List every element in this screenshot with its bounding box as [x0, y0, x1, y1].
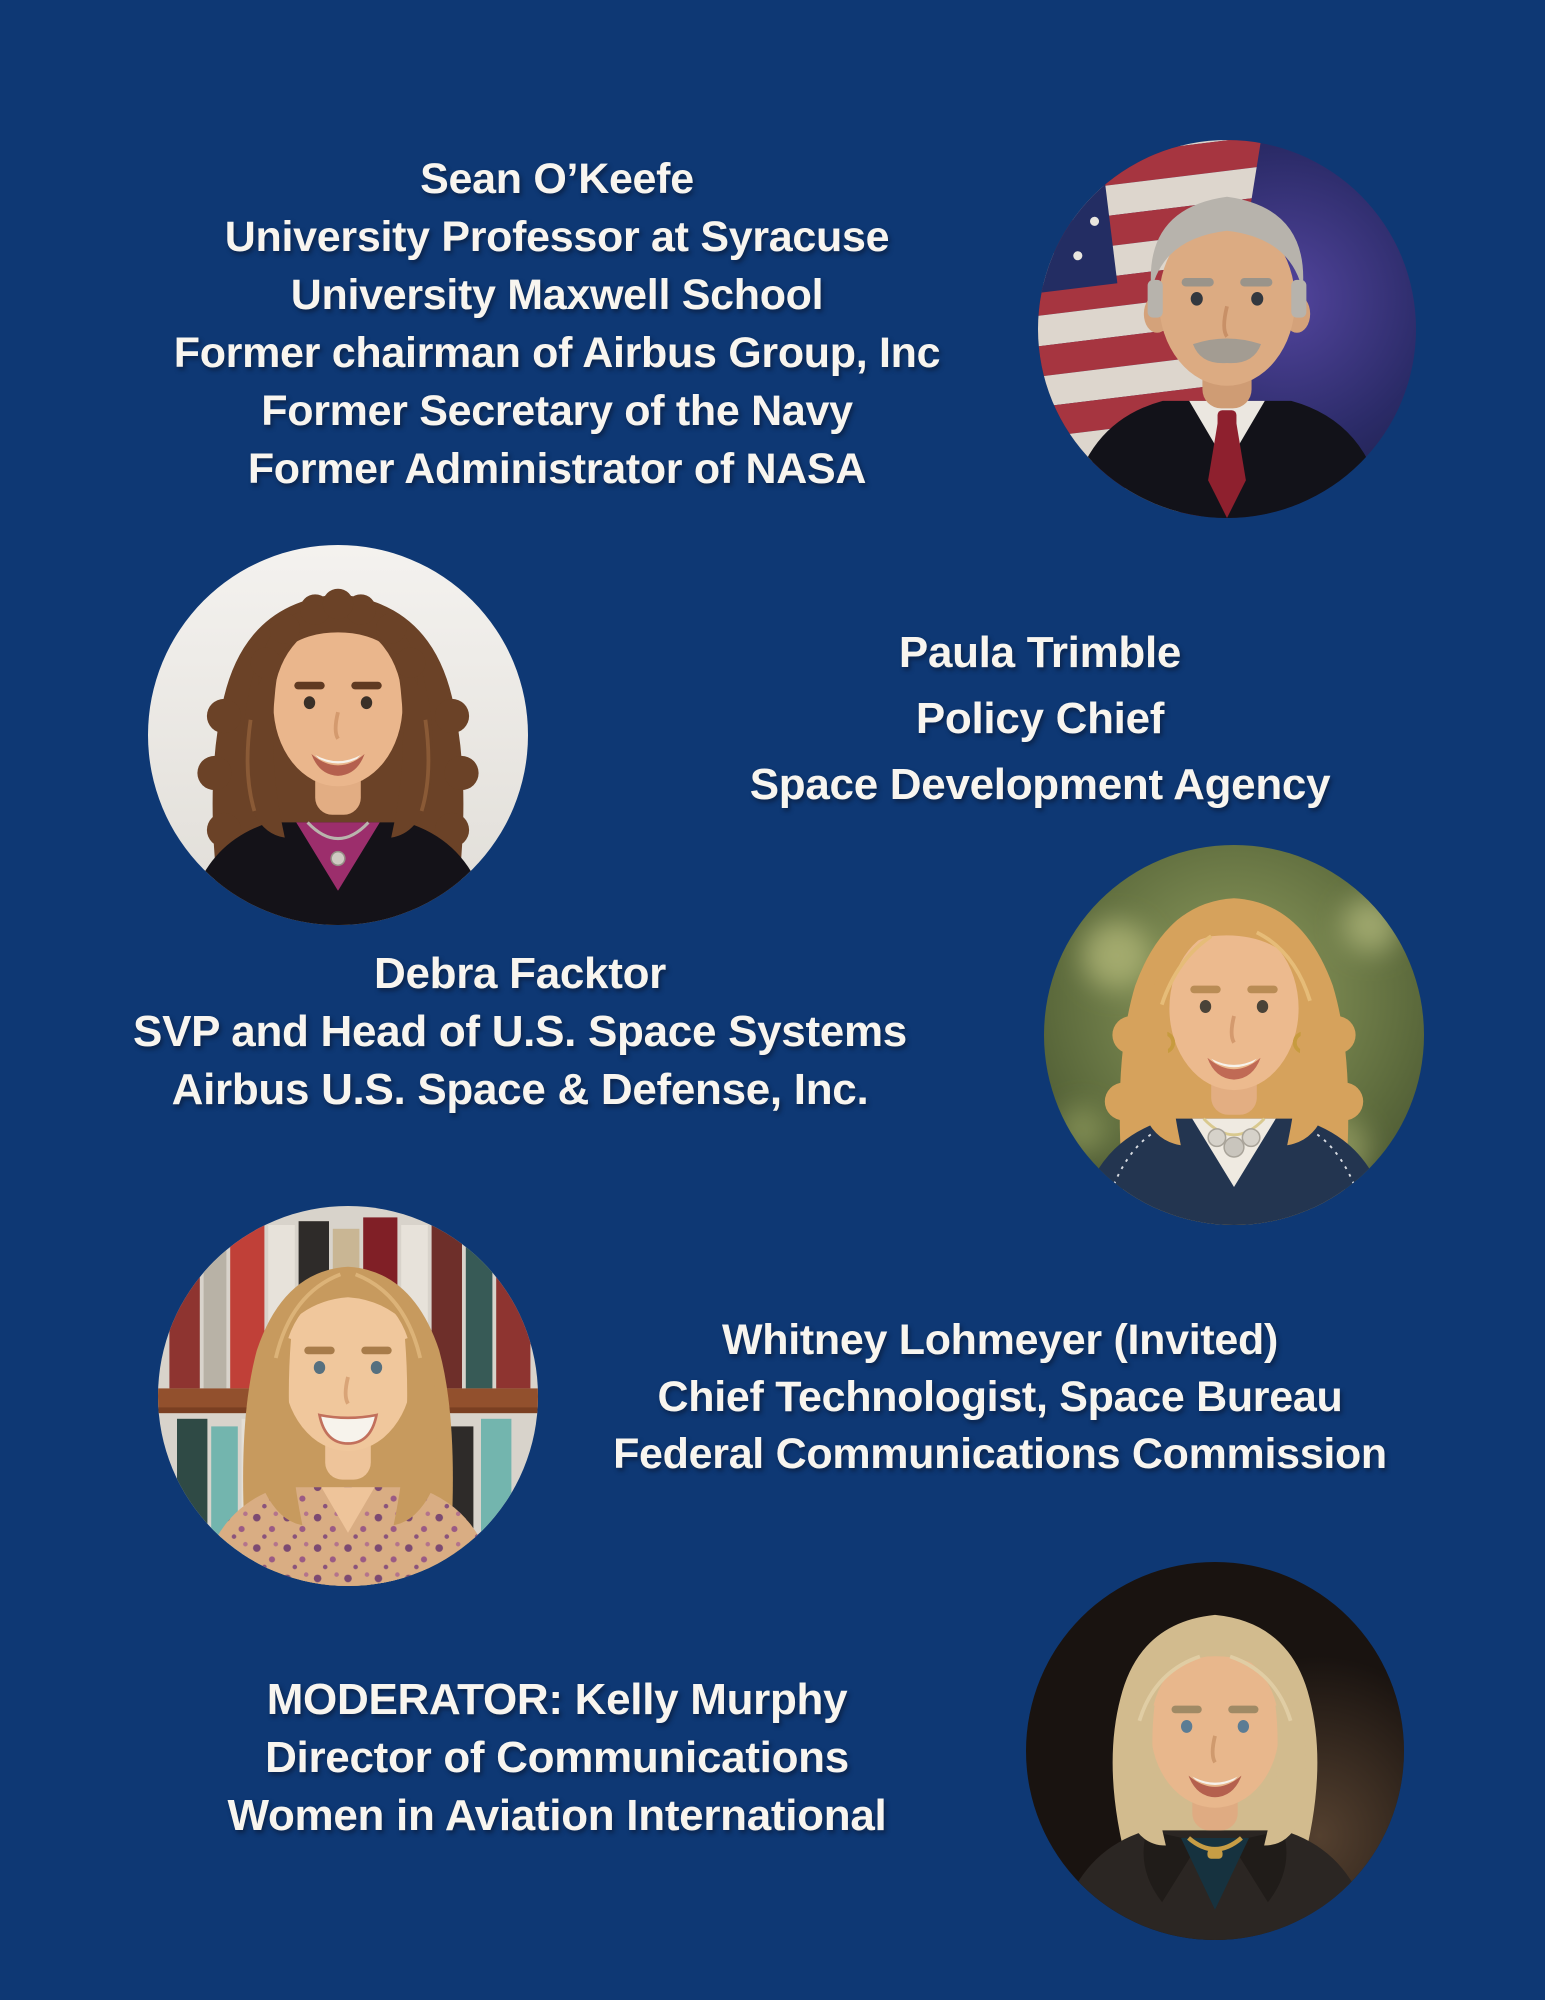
- speaker-title-line: Director of Communications: [265, 1733, 849, 1782]
- speaker-name: Paula Trimble: [898, 628, 1182, 677]
- speaker-info-paula-trimble: [640, 620, 1440, 818]
- whitney-lohmeyer-photo: [158, 1206, 538, 1586]
- portrait-sean-okeefe: [1038, 140, 1416, 518]
- speaker-title-line: Federal Communications Commission: [613, 1430, 1387, 1478]
- speaker-name: Whitney Lohmeyer (Invited): [721, 1316, 1279, 1364]
- kelly-murphy-photo: [1026, 1562, 1404, 1940]
- debra-facktor-photo: [1044, 845, 1424, 1225]
- speaker-title-line: Airbus U.S. Space & Defense, Inc.: [171, 1065, 869, 1114]
- speaker-info-kelly-murphy: [177, 1671, 937, 1845]
- speaker-title-line: Former Secretary of the Navy: [261, 387, 853, 435]
- portrait-whitney-lohmeyer: [158, 1206, 538, 1586]
- paula-trimble-photo: [148, 545, 528, 925]
- speaker-info-whitney-lohmeyer: [530, 1312, 1470, 1483]
- speaker-title-line: Former Administrator of NASA: [247, 445, 867, 493]
- speaker-title-line: University Professor at Syracuse: [224, 213, 890, 261]
- speaker-title-line: Policy Chief: [915, 694, 1165, 743]
- sean-okeefe-photo: [1038, 140, 1416, 518]
- portrait-paula-trimble: [148, 545, 528, 925]
- speaker-info-sean-okeefe: [97, 150, 1017, 498]
- speaker-name: MODERATOR: Kelly Murphy: [266, 1675, 848, 1724]
- speaker-title-line: SVP and Head of U.S. Space Systems: [133, 1007, 907, 1056]
- speaker-title-line: Space Development Agency: [749, 760, 1331, 809]
- portrait-debra-facktor: [1044, 845, 1424, 1225]
- speaker-name: Sean O’Keefe: [420, 155, 694, 203]
- speaker-title-line: Women in Aviation International: [227, 1791, 887, 1840]
- speaker-title-line: University Maxwell School: [290, 271, 824, 319]
- speaker-name: Debra Facktor: [374, 949, 666, 998]
- portrait-kelly-murphy: [1026, 1562, 1404, 1940]
- speaker-info-debra-facktor: [80, 945, 960, 1119]
- speaker-title-line: Chief Technologist, Space Bureau: [657, 1373, 1343, 1421]
- speaker-title-line: Former chairman of Airbus Group, Inc: [173, 329, 941, 377]
